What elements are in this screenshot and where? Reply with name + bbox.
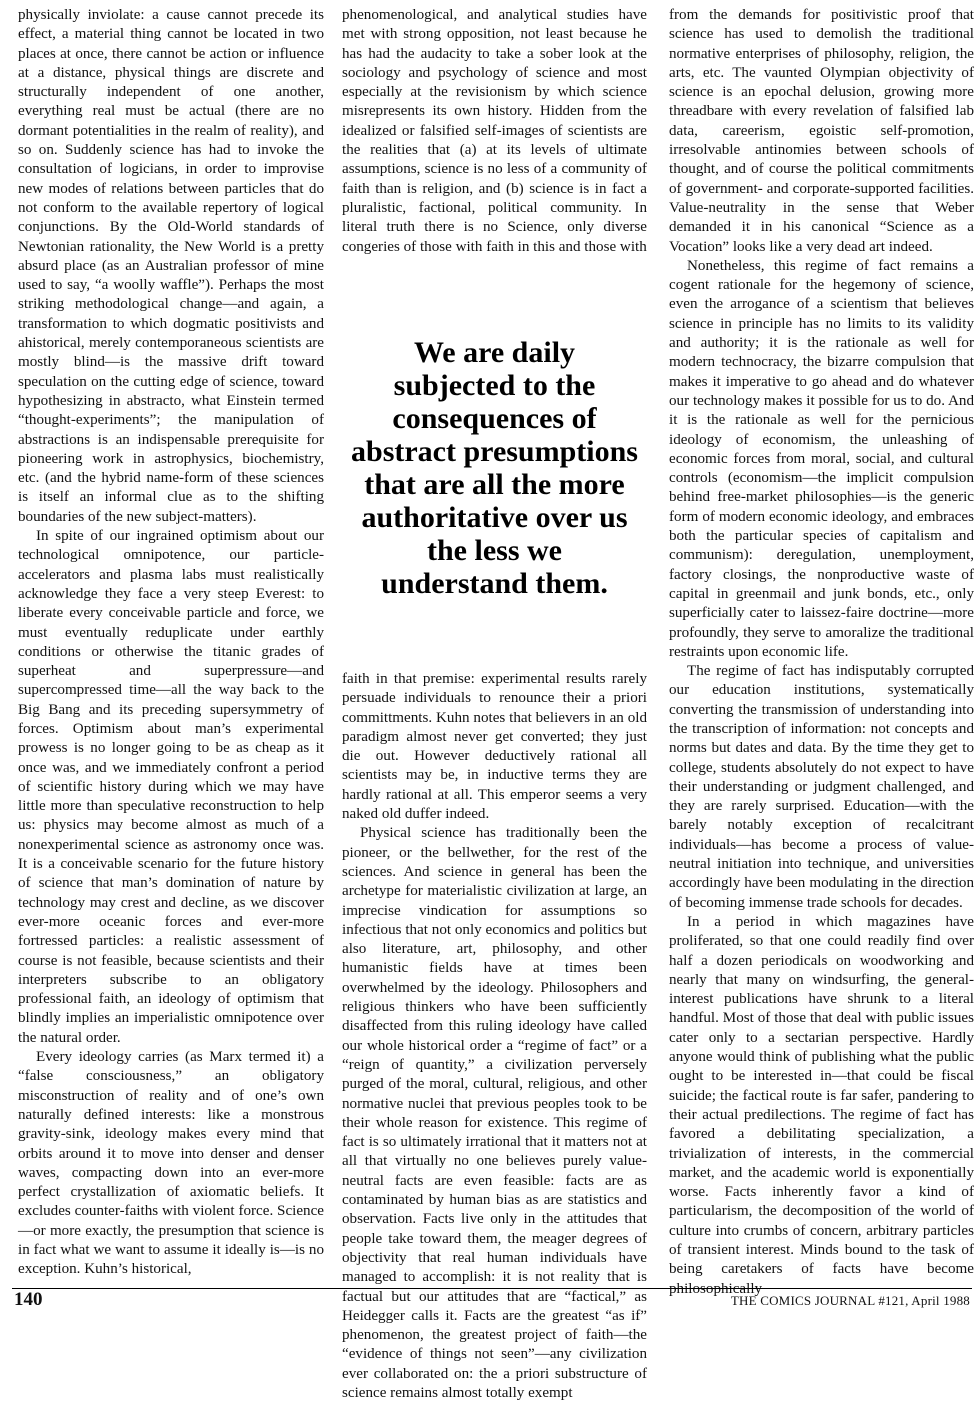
paragraph: The regime of fact has indisputably corrupted our education institutions, systematically converting the transmission of understanding into the transcription of information: not concepts and norms but dates and data. By the time they get to college, students absolutely do not expect to have their understanding or judgment challenged, and they are rarely surprised. Education—with the barely notably exception of recalcitrant individuals—has become a process of value-neutral initiation into technique, and universities accordingly have been modulating in the direction of becoming immense trade schools for decades. xyxy=(669,663,974,911)
pull-quote-text: We are daily subjected to the consequences of abstract presumptions that are all the more authoritative over us the less we understand them. xyxy=(351,336,638,600)
paragraph: Nonetheless, this regime of fact remains a cogent rationale for the hegemony of science, even the arrogance of a scientism that believes science in principle has no limits to its validity and authority; it is the rationale as well for modern technocracy, the bizarre compulsion that makes it imperative to go ahead and do whatever our technology makes it possible for us to do. And it is the rationale as well for the pernicious ideology of economism, the unleashing of economic forces from moral, social, and cultural controls (economism—the implicit compulsion behind free-market philosophies—is the generic form of modern economic ideology, and embraces both the particular species of capitalism and communism): deregulation, unemployment, factory closings, the nonproductive waste of capital in greenmail and junk bonds, etc., only superficially cater to laissez-faire doctrine—more profoundly, they serve to amoralize the traditional restraints upon economic life. xyxy=(669,257,974,660)
paragraph: physically inviolate: a cause cannot precede its effect, a material thing cannot be located in two places at once, there cannot be action or influence at a distance, physical things are discrete and structurally independent of one another, everything real must be actual (there are no dormant potentialities in the realm of reality), and so on. Suddenly science has had to invoke the consultation of logicians, in order to improvise new modes of relations between particles that do not conform to the available repertory of logical conjunctions. By the Old-World standards of Newtonian rationality, the New World is a pretty absurd place (as an Australian professor of mine used to say, “a woolly waffle”). Perhaps the most striking methodological change—and again, a transformation to which dogmatic positivists and ahistorical, merely contemporaneous scientists are mostly blind—is the massive drift toward speculation on the cutting edge of science, toward hypothesizing in abstracto, what Einstein termed “thought-experiments”; the manipulation of abstractions is an indispensable prerequisite for pioneering work in astrophysics, biochemistry, etc. (and the hybrid name-form of these sciences is itself an informal clue as to the shifting boundaries of the new subject-matters). xyxy=(18,7,324,525)
running-footer: THE COMICS JOURNAL #121, April 1988 xyxy=(730,1293,970,1308)
page-number: 140 xyxy=(14,1289,43,1310)
article-column-2-top xyxy=(342,6,647,278)
article-column-2-bottom xyxy=(342,670,647,1401)
footer-divider xyxy=(12,1288,972,1289)
paragraph: Physical science has traditionally been the pioneer, or the bellwether, for the rest of the sciences. And science in general has been the archetype for materialistic civilization at large, an imprecise vindication for assumptions so infectious that not only economics and politics but also literature, art, philosophy, and other humanistic fields have at times been overwhelmed by the ideology. Philosophers and religious thinkers who have been sufficiently disaffected from this ruling ideology have called our whole historical order a “regime of fact” or a “reign of quantity,” a civilization perversely purged of the moral, cultural, religious, and other normative nuclei that previous peoples took to be their whole reason for existence. This regime of fact is so ultimately irrational that it matters not at all that virtually no one believes purely value-neutral facts are even feasible: facts are as contaminated by human bias as are statistics and observation. Facts live only in the attitudes that people take toward them, the meager degrees of objectivity that real human individuals have managed to accomplish: it is not reality that is factual but our attitudes that are “factical,” as Heidegger calls it. Facts are the greatest “as if” phenomenon, the greatest project of faith—the “evidence of things not seen”—any civilization ever collaborated on: the a priori substructure of science remains almost totally exempt xyxy=(342,825,647,1401)
paragraph: In spite of our ingrained optimism about our technological omnipotence, our particle-accelerators and plasma labs must realistically acknowledge they face a very steep Everest: to liberate every conceivable particle and force, we must eventually reduplicate under earthly conditions or otherwise the titanic grades of superheat and superpressure—and supercompressed time—all the way back to the Big Bang and its preceding supersymmetry of forces. Optimism about man’s experimental prowess is no longer going to be as cheap as it once was, and we immediately confront a period of scientific history during which we may have little more than speculative reconstruction to help us: physics may become almost as much of a nonexperimental science as astronomy once was. It is a conceivable scenario for the future history of science that man’s domination of nature by technology may crest and decline, as we discover ever-more oceanic forces and ever-more fortressed particles: a realistic assessment of course is not feasible, because scientists and their interpreters subscribe to an obligatory professional faith, an ideology of optimism that blindly implies an imperialistic omnipotence over the natural order. xyxy=(18,528,324,1046)
pull-quote xyxy=(342,268,647,668)
article-column-1 xyxy=(18,6,324,1284)
paragraph: from the demands for positivistic proof that science has used to demolish the traditional normative enterprises of philosophy, religion, the arts, etc. The vaunted Olympian objectivity of science is an epochal delusion, growing more threadbare with every revelation of falsified lab data, careerism, egoistic self-promotion, irresolvable antinomies between schools of thought, and of course the political commitments of government- and corporate-supported facilities. Value-neutrality in the sense that Weber demanded it in his canonical “Science as a Vocation” looks like a very dead art indeed. xyxy=(669,7,974,255)
paragraph: In a period in which magazines have proliferated, so that one could readily find over half a dozen periodicals on woodworking and nearly that many on windsurfing, the general-interest publications have shrunk to a literal handful. Most of those that deal with public issues cater only to a sectarian perspective. Hardly anyone would think of publishing what the public ought to be interested in—that could be fiscal suicide; the factical route is far safer, pandering to their actual predilections. The regime of fact has favored a debilitating specialization, a trivialization of interests, in the commercial market, and the academic world is exponentially worse. Facts inherently favor a kind of particularism, the decomposition of the world of culture into crumbs of concern, arbitrary particles of transient interest. Minds bound to the task of being caretakers of facts have become philosophically xyxy=(669,913,974,1297)
paragraph: faith in that premise: experimental results rarely persuade individuals to renounce their a priori committments. Kuhn notes that believers in an old paradigm almost never get converted; they just die out. However deductively rational all scientists may be, in inductive terms they are hardly rational at all. This emperor seems a very naked old duffer indeed. xyxy=(342,671,647,823)
paragraph: Every ideology carries (as Marx termed it) a “false consciousness,” an obligatory misconstruction of reality and of one’s own naturally defined interests: like a monstrous gravity-sink, ideology makes every mind that orbits around it to move into denser and denser waves, compacting down into an ever-more perfect crystallization of axiomatic beliefs. It excludes counter-faiths with violent force. Science—or more exactly, the presumption that science is in fact what we want to assume it ideally is—is no exception. Kuhn’s historical, xyxy=(18,1049,324,1278)
paragraph: phenomenological, and analytical studies have met with strong opposition, not least because he has had the audacity to take a sober look at the sociology and psychology of science and most especially at the revisionism by which science misrepresents its own history. Hidden from the idealized or falsified self-images of scientists are the realities that (a) at its levels of ultimate assumptions, science is no less of a community of faith than is religion, and (b) science is in fact a pluralistic, factional, political community. In literal truth there is no Science, only diverse congeries of those with faith in this and those with xyxy=(342,7,647,255)
article-column-3 xyxy=(669,6,974,1297)
